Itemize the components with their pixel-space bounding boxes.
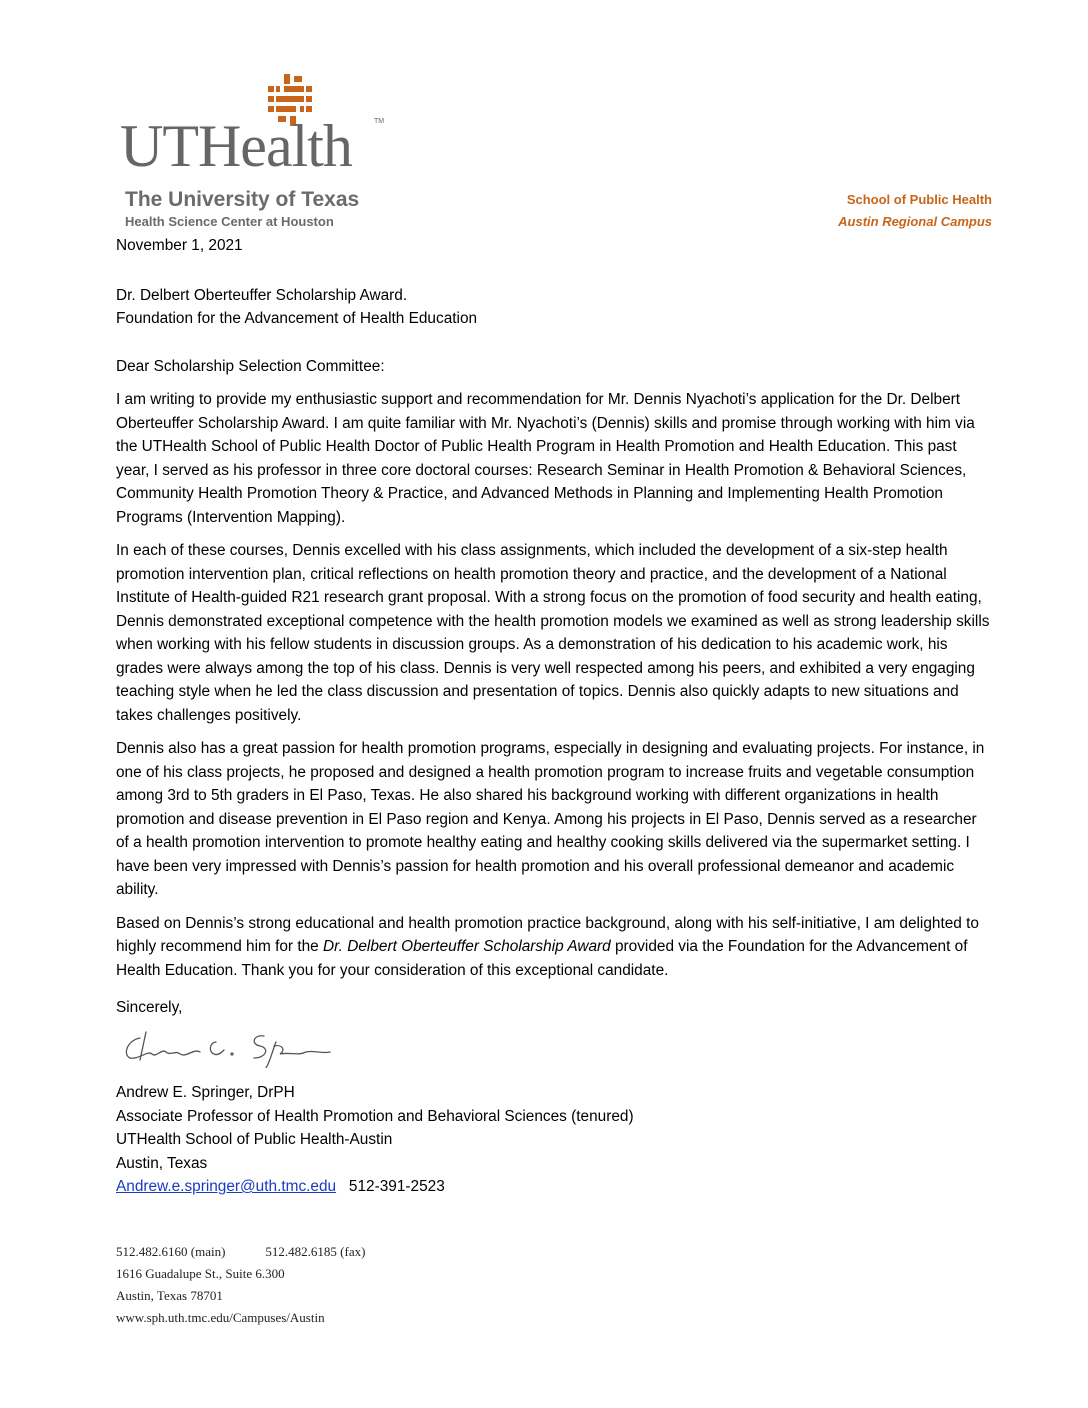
paragraph-4 bbox=[116, 912, 992, 983]
paragraph-2: In each of these courses, Dennis excelled with his class assignments, which included the development of a six-step health promotion intervention plan, critical reflections on health promotion theory and practice, and the development of a National Institute of Health-guided R21 research grant proposal. With a strong focus on the promotion of food security and health eating, Dennis demonstrated exceptional competence with the health promotion models we examined as well as strong leadership skills when working with his fellow students in discussion groups. As a demonstration of his dedication to his academic work, his grades were always among the top of his class. Dennis is very well respected among his peers, and exhibited a very engaging teaching style when he led the class discussion and presentation of topics. Dennis also quickly adapts to new situations and takes challenges positively. bbox=[116, 542, 990, 724]
paragraph-4-start: Based on Dennis’s strong educational and health promotion practice background, along with his self-initiative, I am delighted to highly recommend him for the bbox=[116, 914, 979, 955]
paragraph-3: Dennis also has a great passion for health promotion programs, especially in designing and evaluating projects. For instance, in one of his class projects, he proposed and designed a health promotion program to increase fruits and vegetable consumption among 3rd to 5th graders in El Paso, Texas. He also shared his background working with different organizations in health promotion and disease prevention in El Paso region and Kenya. Among his projects in El Paso, Dennis served as a researcher of a health promotion intervention to promote healthy eating and healthy cooking skills delivered via the supermarket setting. I have been very impressed with Dennis’s passion for health promotion and his overall professional demeanor and academic ability. bbox=[116, 740, 985, 898]
logo-center-line: Health Science Center at Houston bbox=[125, 214, 334, 229]
signer-email-link[interactable]: Andrew.e.springer@uth.tmc.edu bbox=[116, 1178, 337, 1195]
footer-address-line2: Austin, Texas 78701 bbox=[116, 1288, 223, 1303]
paragraph-1: I am writing to provide my enthusiastic support and recommendation for Mr. Dennis Nyachoti’s application for the Dr. Delbert Oberteuffer Scholarship Award. I am quite familiar with Mr. Nyachoti’s (Dennis) skills and promise through working with him via the UTHealth School of Public Health Doctor of Public Health Program in Health Promotion and Health Education. This past year, I served as his professor in three core doctoral courses: Research Seminar in Health Promotion & Behavioral Sciences, Community Health Promotion Theory & Practice, and Advanced Methods in Planning and Implementing Health Promotion Programs (Intervention Mapping). bbox=[116, 391, 975, 526]
logo-trademark: TM bbox=[374, 118, 385, 125]
footer-address-line1: 1616 Guadalupe St., Suite 6.300 bbox=[116, 1266, 285, 1281]
footer-phone-main: 512.482.6160 (main) bbox=[116, 1244, 226, 1259]
signer-organization: UTHealth School of Public Health-Austin bbox=[116, 1131, 393, 1148]
handwritten-signature-icon bbox=[116, 1024, 376, 1068]
signer-name: Andrew E. Springer, DrPH bbox=[116, 1084, 295, 1101]
recipient-foundation: Foundation for the Advancement of Health Education bbox=[116, 310, 478, 327]
letter-body bbox=[116, 234, 992, 1199]
logo-university-line: The University of Texas bbox=[125, 188, 360, 211]
signer-phone: 512-391-2523 bbox=[348, 1178, 445, 1195]
signer-title: Associate Professor of Health Promotion and Behavioral Sciences (tenured) bbox=[116, 1107, 634, 1125]
letterhead-footer bbox=[116, 1241, 365, 1329]
footer-phones bbox=[116, 1241, 365, 1263]
recipient-award: Dr. Delbert Oberteuffer Scholarship Award. bbox=[116, 286, 408, 304]
closing: Sincerely, bbox=[116, 999, 183, 1016]
campus-heading bbox=[838, 189, 992, 233]
salutation: Dear Scholarship Selection Committee: bbox=[116, 357, 385, 375]
signer-location: Austin, Texas bbox=[116, 1154, 208, 1172]
recipient-block bbox=[116, 284, 992, 331]
school-name: School of Public Health bbox=[846, 192, 992, 207]
footer-website: www.sph.uth.tmc.edu/Campuses/Austin bbox=[116, 1310, 325, 1325]
uthealth-logo bbox=[120, 74, 390, 234]
award-name: Dr. Delbert Oberteuffer Scholarship Award bbox=[323, 938, 611, 955]
campus-name: Austin Regional Campus bbox=[838, 214, 992, 229]
footer-phone-fax: 512.482.6185 (fax) bbox=[265, 1244, 366, 1259]
paragraph-4-end: provided via the Foundation for the Advancement of Health Education. Thank you for your consideration of this exceptional candidate. bbox=[116, 938, 968, 979]
signer-contact bbox=[116, 1175, 992, 1199]
letter-date: November 1, 2021 bbox=[116, 237, 243, 254]
logo-wordmark: UTHealth bbox=[120, 113, 352, 179]
